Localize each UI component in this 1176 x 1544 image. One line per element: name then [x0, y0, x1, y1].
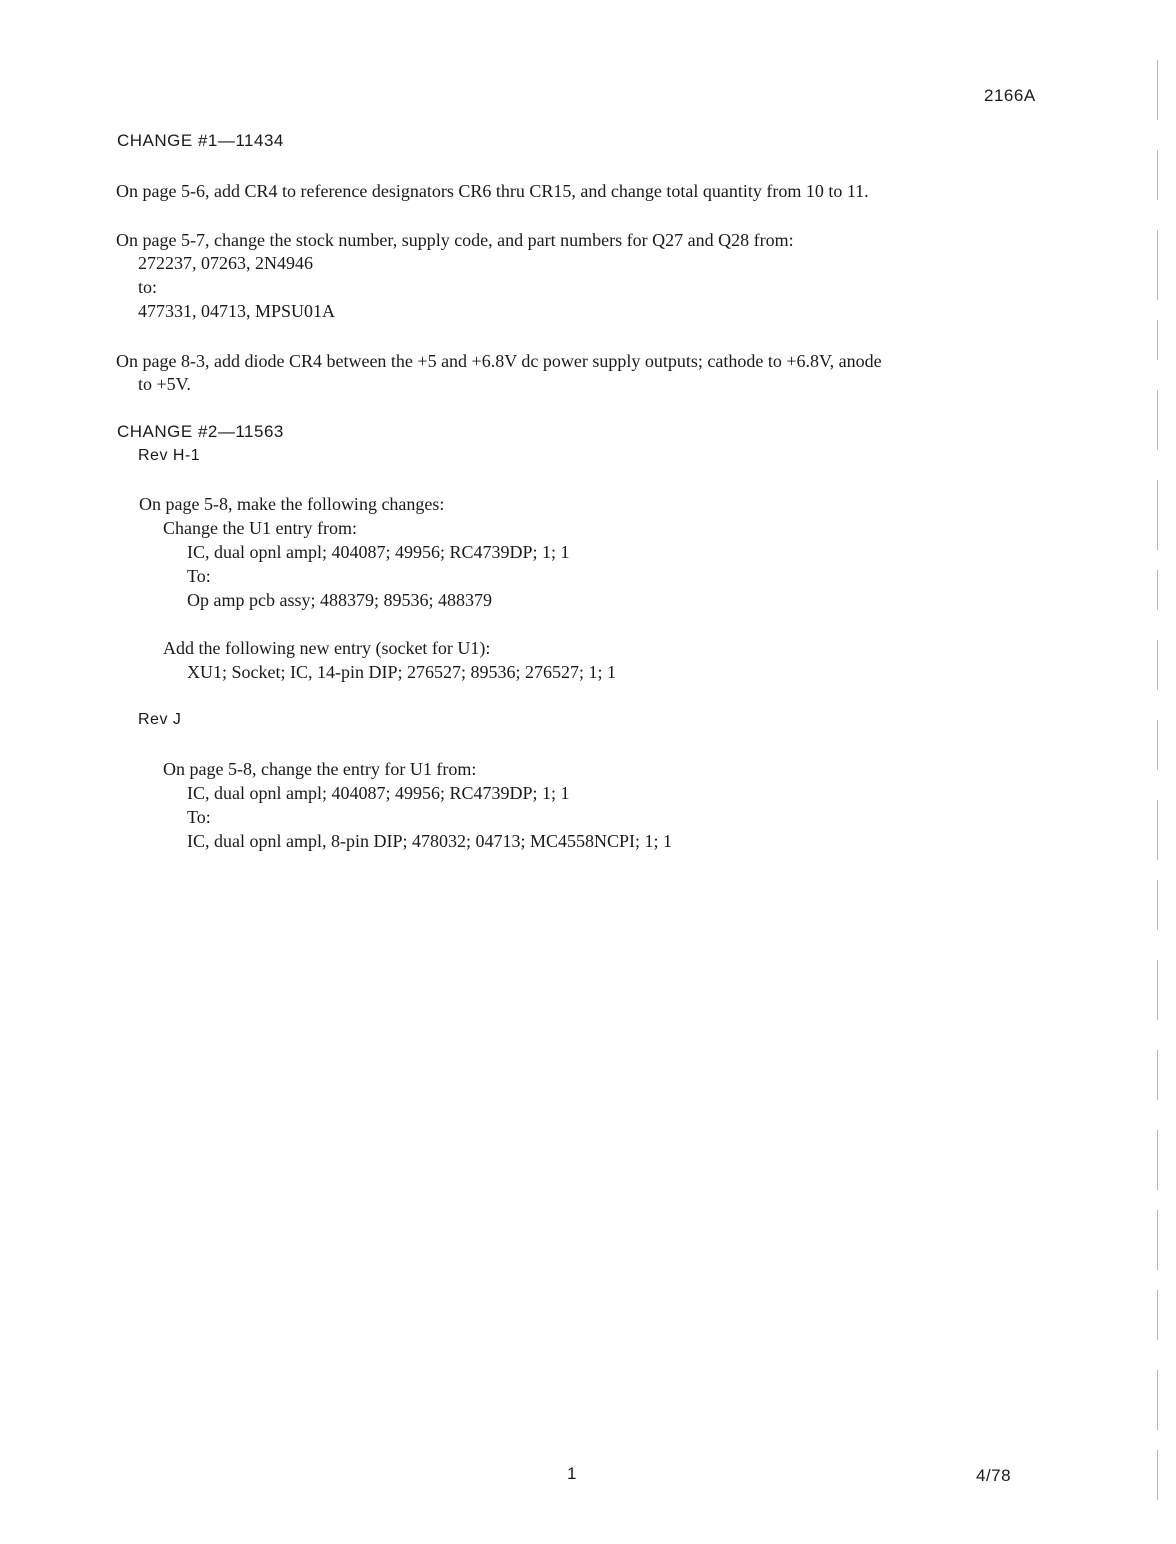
scan-edge-mark [1157, 720, 1158, 770]
scan-edge-mark [1157, 880, 1158, 930]
document-number: 2166A [984, 86, 1036, 105]
page-number: 1 [567, 1464, 577, 1483]
change-1-paragraph-1: On page 5-6, add CR4 to reference designators CR6 thru CR15, and change total quantity from 10 to 11. [116, 181, 869, 201]
scan-edge-mark [1157, 1290, 1158, 1340]
scan-edge-mark [1157, 800, 1158, 860]
change-1-paragraph-3-line-1: On page 8-3, add diode CR4 between the +5 and +6.8V dc power supply outputs; cathode to +6.8V, anode [116, 351, 882, 371]
change-1-to-label: to: [138, 277, 158, 297]
scan-edge-mark [1157, 1450, 1158, 1500]
rev-j-label: Rev J [138, 711, 182, 728]
scan-edge-mark [1157, 570, 1158, 610]
rev-h1-to-label: To: [187, 566, 211, 586]
rev-j-to-entry: IC, dual opnl ampl, 8-pin DIP; 478032; 04713; MC4558NCPI; 1; 1 [187, 831, 673, 851]
scan-edge-mark [1157, 60, 1158, 120]
scan-edge-mark [1157, 320, 1158, 360]
rev-h1-add-label: Add the following new entry (socket for U1): [163, 638, 491, 658]
rev-j-intro: On page 5-8, change the entry for U1 from: [163, 759, 477, 779]
rev-j-to-label: To: [187, 807, 211, 827]
scan-edge-mark [1157, 1370, 1158, 1430]
scan-edge-mark [1157, 390, 1158, 450]
rev-h1-intro: On page 5-8, make the following changes: [139, 494, 445, 514]
scan-edge-mark [1157, 640, 1158, 690]
change-2-heading: CHANGE #2—11563 [117, 422, 284, 441]
scan-edge-mark [1157, 150, 1158, 200]
change-1-paragraph-2-intro: On page 5-7, change the stock number, supply code, and part numbers for Q27 and Q28 from: [116, 230, 794, 250]
rev-h1-change-label: Change the U1 entry from: [163, 518, 357, 538]
change-1-paragraph-3-line-2: to +5V. [138, 374, 191, 394]
scan-edge-mark [1157, 230, 1158, 300]
rev-h1-label: Rev H-1 [138, 447, 201, 464]
rev-h1-to-entry: Op amp pcb assy; 488379; 89536; 488379 [187, 590, 492, 610]
change-1-heading: CHANGE #1—11434 [117, 131, 284, 150]
rev-j-from-entry: IC, dual opnl ampl; 404087; 49956; RC4739DP; 1; 1 [187, 783, 570, 803]
scan-edge-mark [1157, 1050, 1158, 1100]
scan-edge-mark [1157, 960, 1158, 1020]
rev-h1-from-entry: IC, dual opnl ampl; 404087; 49956; RC4739DP; 1; 1 [187, 542, 570, 562]
revision-date: 4/78 [976, 1466, 1012, 1485]
scan-edge-mark [1157, 1210, 1158, 1270]
change-1-from-values: 272237, 07263, 2N4946 [138, 253, 313, 273]
rev-h1-add-entry: XU1; Socket; IC, 14-pin DIP; 276527; 89536; 276527; 1; 1 [187, 662, 616, 682]
change-1-to-values: 477331, 04713, MPSU01A [138, 301, 336, 321]
scan-edge-mark [1157, 1130, 1158, 1190]
scan-edge-mark [1157, 480, 1158, 550]
